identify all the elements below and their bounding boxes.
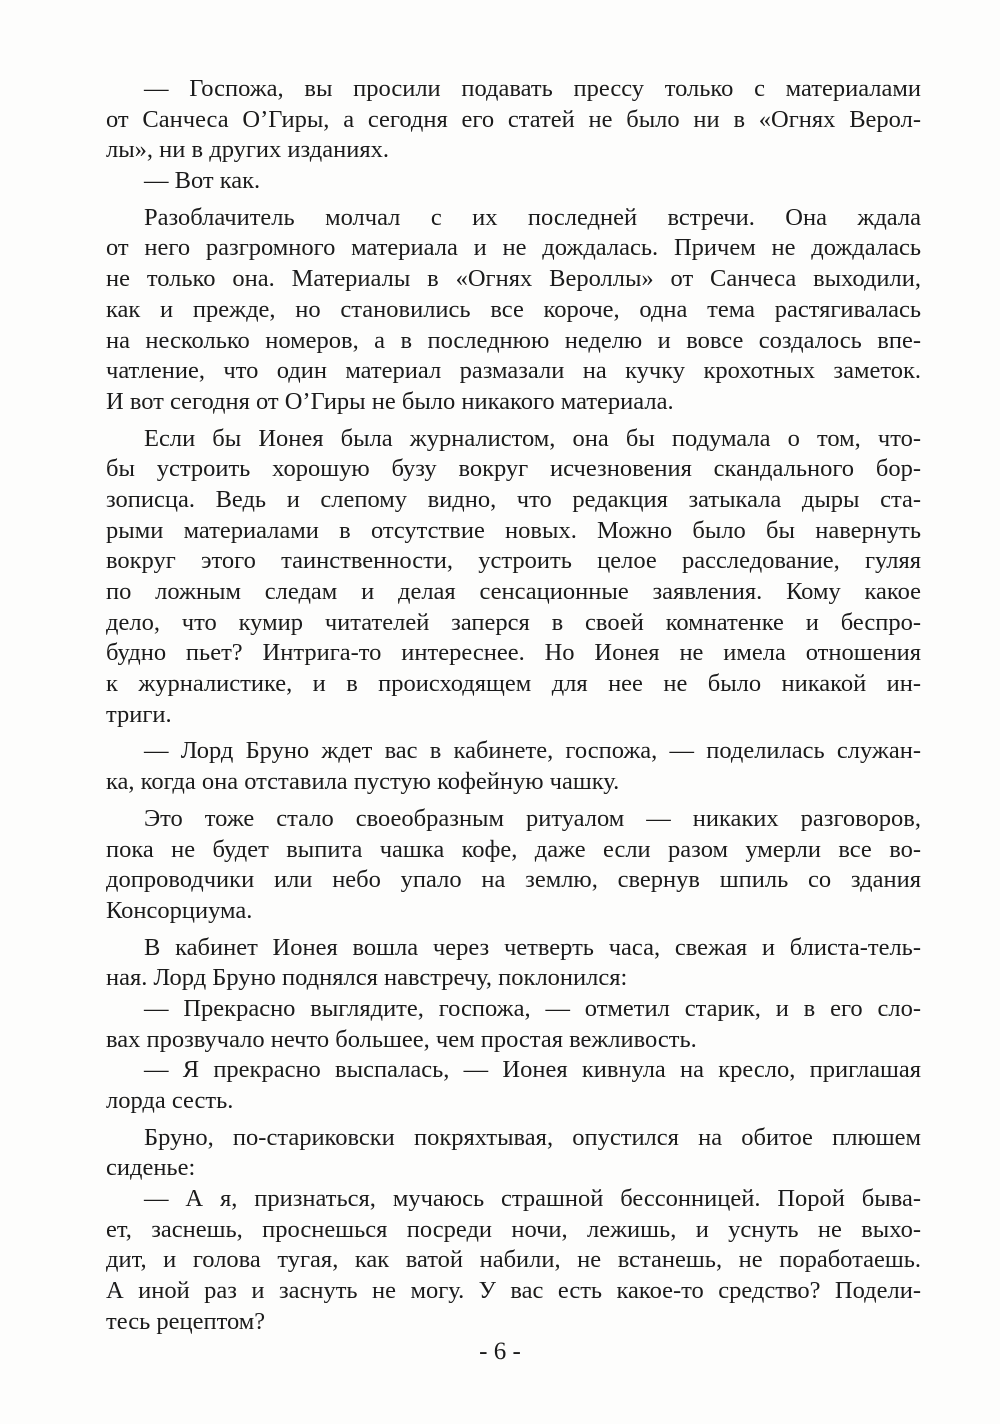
page-text	[106, 74, 921, 1338]
paragraph	[106, 74, 921, 166]
text-line: от Санчеса О’Гиры, а сегодня его статей не было ни в «Огнях Верол-	[106, 105, 921, 133]
text-line: как и прежде, но становились все короче, одна тема растягивалась	[106, 295, 921, 323]
text-line: ка, когда она отставила пустую кофейную чашку.	[106, 768, 620, 796]
paragraph	[106, 1055, 921, 1116]
text-line: лорда сесть.	[106, 1087, 234, 1114]
text-line: Разоблачитель молчал с их последней встречи. Она ждала	[144, 203, 921, 231]
paragraph	[106, 1184, 921, 1337]
text-line: дело, что кумир читателей заперся в своей комнатенке и беспро-	[106, 608, 921, 636]
text-line: тесь рецептом?	[106, 1307, 266, 1335]
paragraph	[106, 736, 921, 797]
text-line: бы устроить хорошую бузу вокруг исчезновения скандального бор-	[106, 455, 921, 483]
text-line: рыми материалами в отсутствие новых. Можно было бы навернуть	[106, 516, 921, 544]
text-line: — Вот как.	[144, 167, 261, 195]
text-line: вах прозвучало нечто большее, чем простая вежливость.	[106, 1025, 697, 1053]
text-line: на несколько номеров, а в последнюю неделю и вовсе создалось впе-	[106, 326, 921, 354]
text-line: вокруг этого таинственности, устроить целое расследование, гуляя	[106, 547, 921, 575]
text-line: Консорциума.	[106, 896, 253, 924]
page-number: - 6 -	[479, 1338, 521, 1365]
text-line: — Лорд Бруно ждет вас в кабинете, госпожа, — поделилась служан-	[144, 737, 921, 765]
text-line: будно пьет? Интрига-то интереснее. Но Ионея не имела отношения	[106, 639, 921, 667]
text-line: А иной раз и заснуть не могу. У вас есть какое-то средство? Подели-	[106, 1277, 921, 1305]
text-line: зописца. Ведь и слепому видно, что редакция затыкала дыры ста-	[106, 485, 921, 513]
text-line: Если бы Ионея была журналистом, она бы подумала о том, что-	[144, 424, 921, 452]
text-line: триги.	[106, 700, 172, 728]
paragraph	[106, 203, 921, 418]
text-line: ет, заснешь, проснешься посреди ночи, лежишь, и уснуть не выхо-	[106, 1215, 921, 1243]
text-line: лы», ни в других изданиях.	[106, 136, 389, 164]
paragraph	[106, 804, 921, 927]
text-line: чатление, что один материал размазали на кучку крохотных заметок.	[106, 357, 921, 385]
text-line: В кабинет Ионея вошла через четверть часа, свежая и блиста-тель-	[144, 933, 921, 961]
text-line: допроводчики или небо упало на землю, свернув шпиль со здания	[106, 866, 921, 894]
paragraph	[106, 424, 921, 731]
text-line: Это тоже стало своеобразным ритуалом — никаких разговоров,	[144, 804, 921, 832]
text-line: от него разгромного материала и не дождалась. Причем не дождалась	[106, 234, 921, 262]
text-line: к журналистике, и в происходящем для нее не было никакой ин-	[106, 670, 921, 698]
paragraph	[106, 166, 921, 197]
paragraph	[106, 994, 921, 1055]
text-line: — Я прекрасно выспалась, — Ионея кивнула на кресло, приглашая	[144, 1056, 921, 1084]
text-line: — Прекрасно выглядите, госпожа, — отметил старик, и в его сло-	[144, 994, 921, 1022]
text-line: пока не будет выпита чашка кофе, даже если разом умерли все во-	[106, 835, 921, 863]
text-line: по ложным следам и делая сенсационные заявления. Кому какое	[106, 578, 921, 605]
text-line: дит, и голова тугая, как ватой набили, не встанешь, не поработаешь.	[106, 1246, 921, 1274]
text-line: — Госпожа, вы просили подавать прессу только с материалами	[144, 75, 921, 102]
paragraph	[106, 1123, 921, 1184]
text-line: не только она. Материалы в «Огнях Вероллы» от Санчеса выходили,	[106, 265, 921, 293]
paragraph	[106, 933, 921, 994]
text-line: Бруно, по-стариковски покряхтывая, опустился на обитое плюшем	[144, 1123, 921, 1151]
text-line: сиденье:	[106, 1154, 196, 1182]
text-line: ная. Лорд Бруно поднялся навстречу, поклонился:	[106, 964, 628, 992]
text-line: — А я, признаться, мучаюсь страшной бессонницей. Порой быва-	[144, 1185, 921, 1213]
text-line: И вот сегодня от О’Гиры не было никакого материала.	[106, 387, 674, 415]
